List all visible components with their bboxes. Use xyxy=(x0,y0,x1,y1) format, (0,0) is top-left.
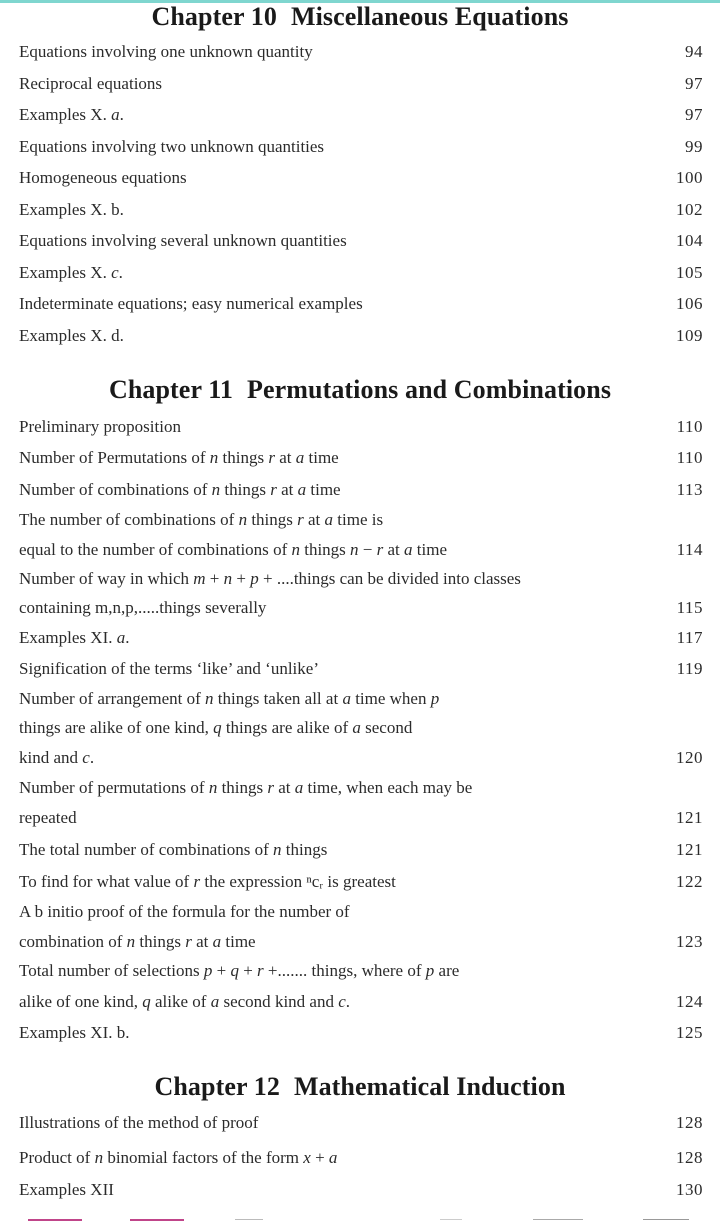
chapter-title-text: Permutations and Combinations xyxy=(246,375,612,404)
toc-entry[interactable] xyxy=(19,37,703,67)
entry-text: Product of n binomial factors of the form x + a xyxy=(19,1148,338,1167)
entry-text: alike of one kind, q alike of a second kind and c. xyxy=(19,992,351,1011)
toc-entry[interactable] xyxy=(19,100,703,130)
bottom-divider xyxy=(643,1219,689,1220)
toc-entry[interactable] xyxy=(19,412,703,442)
entry-text: Examples XI. b. xyxy=(19,1023,130,1042)
page-number: 106 xyxy=(676,294,703,313)
toc-entry[interactable] xyxy=(19,623,703,653)
entry-text: Examples XI. a. xyxy=(19,628,130,647)
toc-entry[interactable] xyxy=(19,593,703,623)
entry-text: Examples X. c. xyxy=(19,263,123,282)
chapter-number: Chapter 12 xyxy=(154,1072,280,1101)
entry-text: Examples X. b. xyxy=(19,200,124,219)
entry-text: kind and c. xyxy=(19,748,95,767)
entry-text: Signification of the terms ‘like’ and ‘unlike’ xyxy=(19,659,319,678)
page-number: 114 xyxy=(676,540,703,559)
toc-entry[interactable] xyxy=(19,289,703,319)
entry-text: Indeterminate equations; easy numerical examples xyxy=(19,294,363,313)
entry-text: To find for what value of r the expression ⁿcᵣ is greatest xyxy=(19,872,396,891)
entry-text: Homogeneous equations xyxy=(19,168,187,187)
toc-entry[interactable] xyxy=(19,132,703,162)
entry-text: combination of n things r at a time xyxy=(19,932,256,951)
bottom-divider xyxy=(440,1219,462,1220)
page-number: 123 xyxy=(676,932,703,951)
chapter-10-heading xyxy=(0,2,720,32)
entry-text: Number of combinations of n things r at a time xyxy=(19,480,341,499)
page-number: 124 xyxy=(676,992,703,1011)
entry-text: Examples XII xyxy=(19,1180,114,1199)
toc-entry[interactable] xyxy=(19,1108,703,1138)
toc-entry[interactable] xyxy=(19,69,703,99)
entry-text: Equations involving one unknown quantity xyxy=(19,42,313,61)
entry-text: Equations involving two unknown quantities xyxy=(19,137,325,156)
entry-text: Number of permutations of n things r at a time, when each may be xyxy=(19,778,473,797)
toc-entry[interactable] xyxy=(19,803,703,833)
entry-text: Equations involving several unknown quantities xyxy=(19,231,347,250)
page-number: 102 xyxy=(676,200,703,219)
entry-text: containing m,n,p,.....things severally xyxy=(19,598,267,617)
entry-text: Preliminary proposition xyxy=(19,417,181,436)
page-number: 115 xyxy=(676,598,703,617)
entry-text: things are alike of one kind, q things are alike of a second xyxy=(19,718,413,737)
entry-text: Number of arrangement of n things taken all at a time when p xyxy=(19,689,440,708)
page-number: 110 xyxy=(676,417,703,436)
toc-entry[interactable] xyxy=(19,1143,703,1173)
toc-entry[interactable] xyxy=(19,1018,703,1048)
toc-entry[interactable] xyxy=(19,443,703,473)
chapter-12-heading xyxy=(0,1072,720,1102)
chapter-number: Chapter 10 xyxy=(151,2,277,31)
entry-text: repeated xyxy=(19,808,77,827)
page-number: 117 xyxy=(676,628,703,647)
toc-entry[interactable] xyxy=(19,684,703,714)
entry-text: The number of combinations of n things r at a time is xyxy=(19,510,384,529)
page-number: 121 xyxy=(676,808,703,827)
chapter-title-text: Miscellaneous Equations xyxy=(290,2,569,31)
entry-text: Examples X. d. xyxy=(19,326,124,345)
toc-entry[interactable] xyxy=(19,773,703,803)
toc-entry[interactable] xyxy=(19,258,703,288)
page-number: 110 xyxy=(676,448,703,467)
toc-entry[interactable] xyxy=(19,321,703,351)
page-number: 100 xyxy=(676,168,703,187)
toc-entry[interactable] xyxy=(19,535,703,565)
entry-text: Examples X. a. xyxy=(19,105,124,124)
page-number: 105 xyxy=(676,263,703,282)
chapter-11-heading xyxy=(0,375,720,405)
page-number: 128 xyxy=(676,1113,703,1132)
entry-text: The total number of combinations of n things xyxy=(19,840,328,859)
page-number: 121 xyxy=(676,840,703,859)
page-number: 94 xyxy=(685,42,703,61)
toc-entry[interactable] xyxy=(19,226,703,256)
entry-text: Reciprocal equations xyxy=(19,74,163,93)
page-number: 104 xyxy=(676,231,703,250)
page-number: 97 xyxy=(685,105,703,124)
toc-entry[interactable] xyxy=(19,654,703,684)
page-number: 120 xyxy=(676,748,703,767)
chapter-number: Chapter 11 xyxy=(108,375,233,404)
toc-entry[interactable] xyxy=(19,475,703,505)
page-number: 109 xyxy=(676,326,703,345)
toc-entry[interactable] xyxy=(19,897,703,927)
entry-text: Number of Permutations of n things r at a time xyxy=(19,448,339,467)
toc-entry[interactable] xyxy=(19,956,703,986)
page-number: 113 xyxy=(676,480,703,499)
page-number: 97 xyxy=(685,74,703,93)
entry-text: Total number of selections p + q + r +....... things, where of p are xyxy=(19,961,460,980)
bottom-strip xyxy=(0,1214,720,1221)
entry-text: equal to the number of combinations of n things n − r at a time xyxy=(19,540,448,559)
chapter-title-text: Mathematical Induction xyxy=(293,1072,566,1101)
toc-entry[interactable] xyxy=(19,927,703,957)
bottom-divider xyxy=(533,1219,583,1220)
bottom-divider xyxy=(235,1219,263,1220)
toc-entry[interactable] xyxy=(19,743,703,773)
toc-entry[interactable] xyxy=(19,713,703,743)
entry-text: Number of way in which m + n + p + ....things can be divided into classes xyxy=(19,569,521,588)
toc-entry[interactable] xyxy=(19,564,703,594)
page-number: 119 xyxy=(676,659,703,678)
page-number: 125 xyxy=(676,1023,703,1042)
toc-entry[interactable] xyxy=(19,987,703,1017)
toc-entry[interactable] xyxy=(19,835,703,865)
toc-entry[interactable] xyxy=(19,505,703,535)
entry-text: Illustrations of the method of proof xyxy=(19,1113,259,1132)
toc-entry[interactable] xyxy=(19,163,703,193)
page-number: 128 xyxy=(676,1148,703,1167)
entry-text: A b initio proof of the formula for the number of xyxy=(19,902,350,921)
toc-entry[interactable] xyxy=(19,1175,703,1205)
page-number: 130 xyxy=(676,1180,703,1199)
toc-entry[interactable] xyxy=(19,867,703,897)
page-number: 99 xyxy=(685,137,703,156)
page-number: 122 xyxy=(676,872,703,891)
toc-entry[interactable] xyxy=(19,195,703,225)
